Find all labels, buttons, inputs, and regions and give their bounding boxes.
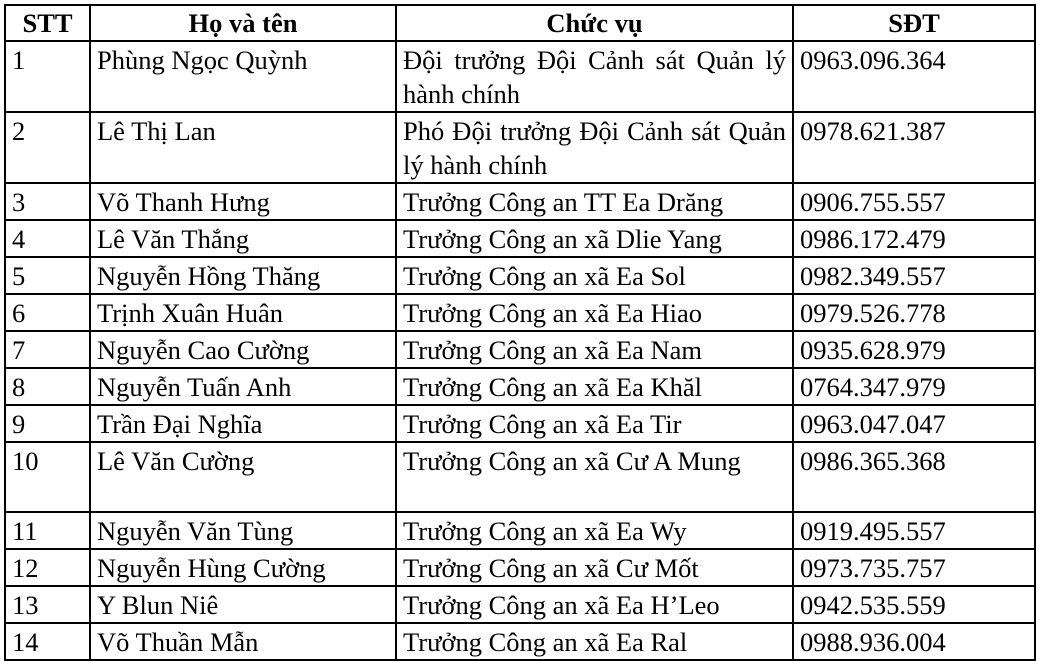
cell-phone: 0963.096.364 xyxy=(793,41,1035,112)
header-stt: STT xyxy=(5,5,90,41)
header-phone: SĐT xyxy=(793,5,1035,41)
cell-name: Phùng Ngọc Quỳnh xyxy=(90,41,396,112)
cell-stt: 4 xyxy=(5,220,90,257)
cell-phone: 0982.349.557 xyxy=(793,257,1035,294)
table-row xyxy=(5,405,1035,442)
cell-role: Trưởng Công an TT Ea Drăng xyxy=(396,183,793,220)
cell-name: Trần Đại Nghĩa xyxy=(90,405,396,442)
table-row xyxy=(5,41,1035,112)
cell-role: Trưởng Công an xã Cư A Mung xyxy=(396,442,793,512)
cell-stt: 8 xyxy=(5,368,90,405)
cell-role: Trưởng Công an xã Ea H’Leo xyxy=(396,586,793,623)
cell-role: Trưởng Công an xã Ea Ral xyxy=(396,623,793,660)
cell-phone: 0979.526.778 xyxy=(793,294,1035,331)
cell-name: Lê Thị Lan xyxy=(90,112,396,183)
cell-name: Lê Văn Cường xyxy=(90,442,396,512)
cell-stt: 2 xyxy=(5,112,90,183)
table-row xyxy=(5,220,1035,257)
cell-name: Nguyễn Hồng Thăng xyxy=(90,257,396,294)
table-row xyxy=(5,512,1035,549)
cell-role: Phó Đội trưởng Đội Cảnh sát Quản lý hành chính xyxy=(396,112,793,183)
cell-role: Trưởng Công an xã Ea Nam xyxy=(396,331,793,368)
cell-stt: 9 xyxy=(5,405,90,442)
cell-role: Trưởng Công an xã Dlie Yang xyxy=(396,220,793,257)
cell-name: Võ Thuần Mẫn xyxy=(90,623,396,660)
cell-stt: 13 xyxy=(5,586,90,623)
table-row xyxy=(5,331,1035,368)
cell-name: Nguyễn Tuấn Anh xyxy=(90,368,396,405)
cell-phone: 0942.535.559 xyxy=(793,586,1035,623)
cell-name: Nguyễn Cao Cường xyxy=(90,331,396,368)
cell-role: Trưởng Công an xã Ea Wy xyxy=(396,512,793,549)
cell-name: Võ Thanh Hưng xyxy=(90,183,396,220)
table-row xyxy=(5,368,1035,405)
cell-role: Trưởng Công an xã Ea Khăl xyxy=(396,368,793,405)
cell-name: Lê Văn Thắng xyxy=(90,220,396,257)
cell-phone: 0919.495.557 xyxy=(793,512,1035,549)
cell-role: Trưởng Công an xã Ea Sol xyxy=(396,257,793,294)
cell-stt: 11 xyxy=(5,512,90,549)
table-row xyxy=(5,549,1035,586)
table-body xyxy=(5,41,1035,660)
cell-name: Trịnh Xuân Huân xyxy=(90,294,396,331)
contact-table xyxy=(4,4,1036,661)
cell-stt: 10 xyxy=(5,442,90,512)
cell-stt: 14 xyxy=(5,623,90,660)
cell-phone: 0906.755.557 xyxy=(793,183,1035,220)
table-row xyxy=(5,294,1035,331)
cell-name: Nguyễn Hùng Cường xyxy=(90,549,396,586)
table-row xyxy=(5,112,1035,183)
header-name: Họ và tên xyxy=(90,5,396,41)
header-role: Chức vụ xyxy=(396,5,793,41)
cell-stt: 12 xyxy=(5,549,90,586)
cell-phone: 0935.628.979 xyxy=(793,331,1035,368)
table-header xyxy=(5,5,1035,41)
table-row xyxy=(5,623,1035,660)
cell-phone: 0988.936.004 xyxy=(793,623,1035,660)
table-row xyxy=(5,442,1035,512)
cell-name: Nguyễn Văn Tùng xyxy=(90,512,396,549)
cell-stt: 1 xyxy=(5,41,90,112)
cell-role: Trưởng Công an xã Ea Tir xyxy=(396,405,793,442)
cell-name: Y Blun Niê xyxy=(90,586,396,623)
cell-phone: 0978.621.387 xyxy=(793,112,1035,183)
cell-phone: 0973.735.757 xyxy=(793,549,1035,586)
table-row xyxy=(5,586,1035,623)
header-row xyxy=(5,5,1035,41)
table-row xyxy=(5,257,1035,294)
cell-phone: 0986.172.479 xyxy=(793,220,1035,257)
cell-stt: 3 xyxy=(5,183,90,220)
cell-role: Trưởng Công an xã Ea Hiao xyxy=(396,294,793,331)
cell-stt: 7 xyxy=(5,331,90,368)
cell-phone: 0986.365.368 xyxy=(793,442,1035,512)
cell-stt: 5 xyxy=(5,257,90,294)
cell-phone: 0764.347.979 xyxy=(793,368,1035,405)
cell-phone: 0963.047.047 xyxy=(793,405,1035,442)
cell-role: Đội trưởng Đội Cảnh sát Quản lý hành chính xyxy=(396,41,793,112)
cell-role: Trưởng Công an xã Cư Mốt xyxy=(396,549,793,586)
table-row xyxy=(5,183,1035,220)
cell-stt: 6 xyxy=(5,294,90,331)
